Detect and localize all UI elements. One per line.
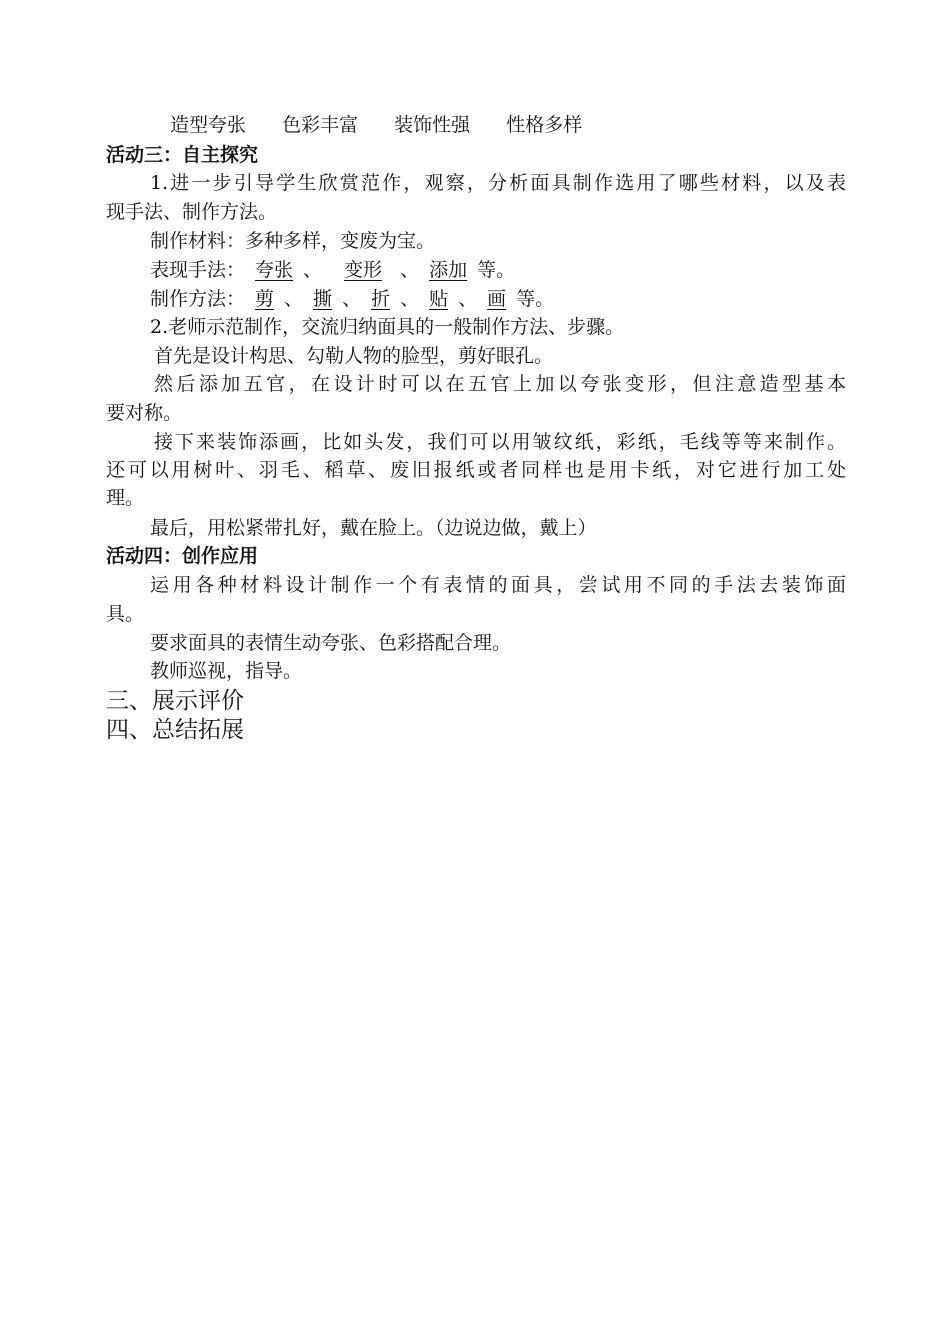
- method-blank: 贴: [429, 288, 449, 310]
- section3-heading: 三、展示评价: [106, 688, 244, 714]
- activity4-p1-line2: 具。: [106, 603, 145, 625]
- step2-line1: 然后添加五官，在设计时可以在五官上加以夸张变形，但注意造型基本: [154, 373, 846, 395]
- step3-line3: 理。: [106, 487, 145, 509]
- activity4-p1-line1: 运用各种材料设计制作一个有表情的面具，尝试用不同的手法去装饰面: [150, 574, 846, 596]
- separator: 、: [400, 259, 420, 281]
- step4-line: 最后，用松紧带扎好，戴在脸上。（边说边做，戴上）: [150, 517, 597, 539]
- separator: 、: [400, 288, 420, 310]
- techniques-label: 表现手法：: [150, 259, 246, 281]
- methods-line: [150, 285, 846, 314]
- method-blank: 折: [371, 288, 391, 310]
- feature-item: 装饰性强: [394, 114, 471, 136]
- activity3-p2: 2.老师示范制作，交流归纳面具的一般制作方法、步骤。: [150, 316, 625, 338]
- activity3-heading: 活动三：自主探究: [106, 144, 259, 166]
- separator: 、: [303, 259, 323, 281]
- activity3-p1-line1: 1.进一步引导学生欣赏范作，观察，分析面具制作选用了哪些材料，以及表: [150, 172, 846, 194]
- methods-suffix: 等。: [516, 288, 555, 310]
- technique-blank: 变形: [344, 259, 383, 281]
- feature-item: 性格多样: [506, 114, 583, 136]
- feature-item: 造型夸张: [170, 114, 247, 136]
- method-blank: 剪: [255, 288, 275, 310]
- feature-item: 色彩丰富: [282, 114, 359, 136]
- activity4-p3: 教师巡视，指导。: [150, 660, 303, 682]
- technique-blank: 夸张: [255, 259, 294, 281]
- step1-line: 首先是设计构思、勾勒人物的脸型，剪好眼孔。: [154, 345, 554, 367]
- step2-line2: 要对称。: [106, 402, 183, 424]
- step3-line2: 还可以用树叶、羽毛、稻草、废旧报纸或者同样也是用卡纸，对它进行加工处: [106, 459, 846, 481]
- materials-line: 制作材料：多种多样，变废为宝。: [150, 230, 436, 252]
- section4-heading: 四、总结拓展: [106, 717, 244, 743]
- method-blank: 画: [487, 288, 507, 310]
- technique-blank: 添加: [429, 259, 468, 281]
- separator: 、: [342, 288, 362, 310]
- features-line: [170, 111, 910, 140]
- activity4-heading: 活动四：创作应用: [106, 545, 259, 567]
- separator: 、: [284, 288, 304, 310]
- methods-label: 制作方法：: [150, 288, 246, 310]
- step3-line1: 接下来装饰添画，比如头发，我们可以用皱纹纸，彩纸，毛线等等来制作。: [154, 431, 846, 453]
- techniques-line: [150, 256, 846, 285]
- techniques-suffix: 等。: [477, 259, 516, 281]
- separator: 、: [458, 288, 478, 310]
- activity3-p1-line2: 现手法、制作方法。: [106, 201, 278, 223]
- activity4-p2: 要求面具的表情生动夸张、色彩搭配合理。: [150, 632, 512, 654]
- method-blank: 撕: [313, 288, 333, 310]
